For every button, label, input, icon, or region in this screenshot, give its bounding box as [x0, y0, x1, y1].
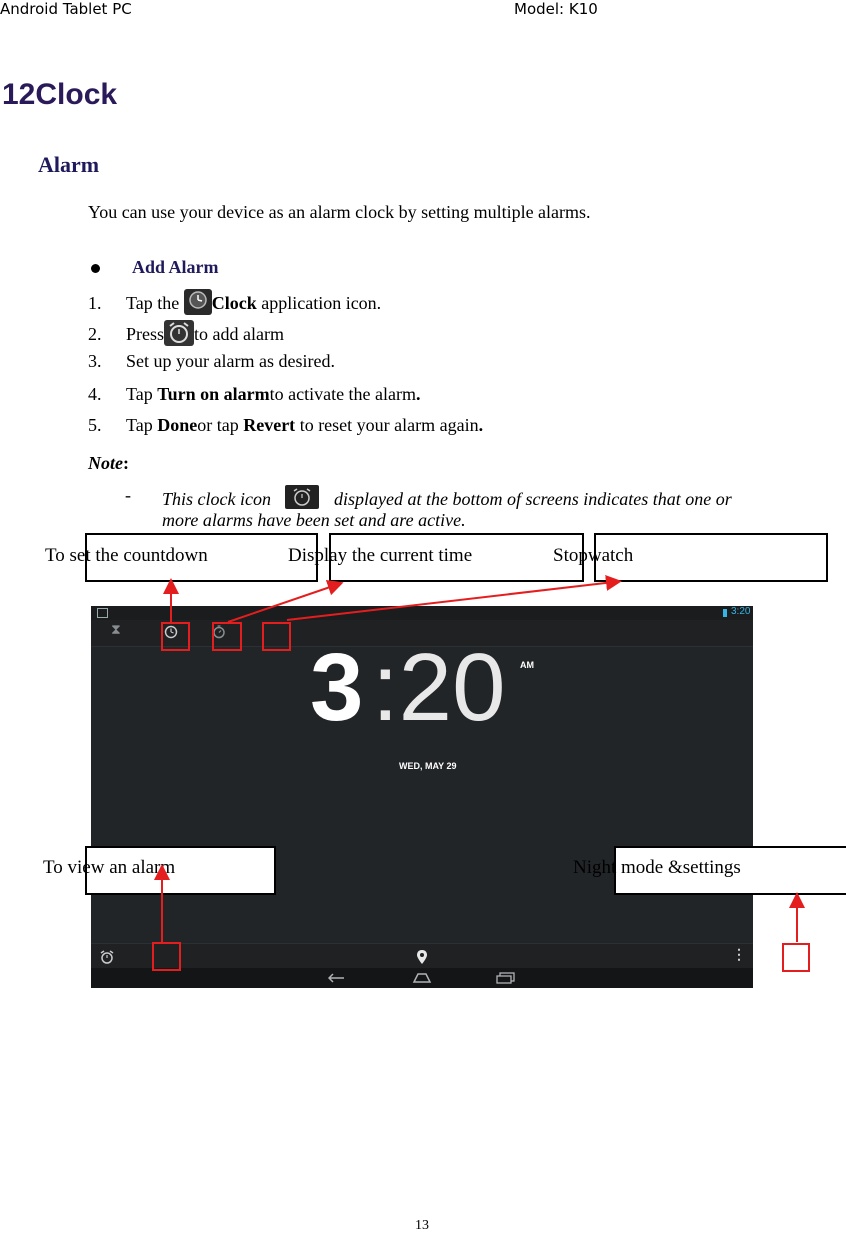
page-number: 13: [415, 1218, 429, 1233]
section-heading: Alarm: [38, 152, 100, 177]
step-bold-done: Done: [157, 415, 198, 435]
step-number: 2.: [88, 324, 102, 344]
status-time: 3:20: [731, 606, 751, 617]
callout-view-alarm-label: To view an alarm: [43, 857, 176, 878]
step-number: 3.: [88, 351, 102, 371]
arrow-stopwatch: [287, 582, 614, 620]
step-bold: Turn on alarm: [157, 384, 270, 404]
note-dash: -: [125, 485, 131, 505]
timer-icon[interactable]: ⧗: [111, 623, 121, 638]
header-left: Android Tablet PC: [0, 0, 132, 18]
header-right: Model: K10: [514, 0, 598, 18]
step-text: Tap the: [126, 293, 180, 313]
note-line-2: more alarms have been set and are active.: [162, 510, 466, 530]
add-alarm-heading: Add Alarm: [132, 257, 219, 277]
note-label: Note:: [88, 453, 129, 473]
clock-ampm: AM: [520, 660, 534, 670]
clock-minutes: :20: [372, 634, 506, 741]
step-text-post: to activate the alarm: [269, 384, 417, 404]
step-text: Tap: [126, 415, 158, 435]
step-end: .: [478, 415, 484, 435]
step-bold: Clock: [211, 293, 257, 313]
callout-stopwatch-label: Stopwatch: [553, 545, 634, 566]
step-number: 4.: [88, 384, 102, 404]
note-line-1: This clock icon displayed at the bottom of screens indicates that one or: [162, 485, 732, 510]
step-end: .: [416, 384, 421, 404]
step-text: Press: [126, 324, 165, 344]
callout-countdown-label: To set the countdown: [45, 545, 208, 566]
menu-icon[interactable]: ⋮: [732, 948, 746, 963]
step-text: Tap: [126, 384, 158, 404]
step-text-mid: or tap: [197, 415, 244, 435]
callout-time-label: Display the current time: [288, 545, 473, 566]
clock-date: WED, MAY 29: [399, 761, 457, 771]
step-bold-revert: Revert: [243, 415, 296, 435]
page-title: 12Clock: [2, 78, 118, 111]
step-text-post: to reset your alarm again: [295, 415, 479, 435]
callout-night-label: Night mode &settings: [573, 857, 741, 878]
intro-text: You can use your device as an alarm clock by setting multiple alarms.: [88, 202, 591, 222]
step-number: 1.: [88, 293, 102, 313]
step-text-post: application icon.: [261, 293, 382, 313]
step-number: 5.: [88, 415, 102, 435]
step-text-post: to add alarm: [194, 324, 284, 344]
clock-hour: 3: [310, 634, 364, 741]
step-text: Set up your alarm as desired.: [126, 351, 335, 371]
